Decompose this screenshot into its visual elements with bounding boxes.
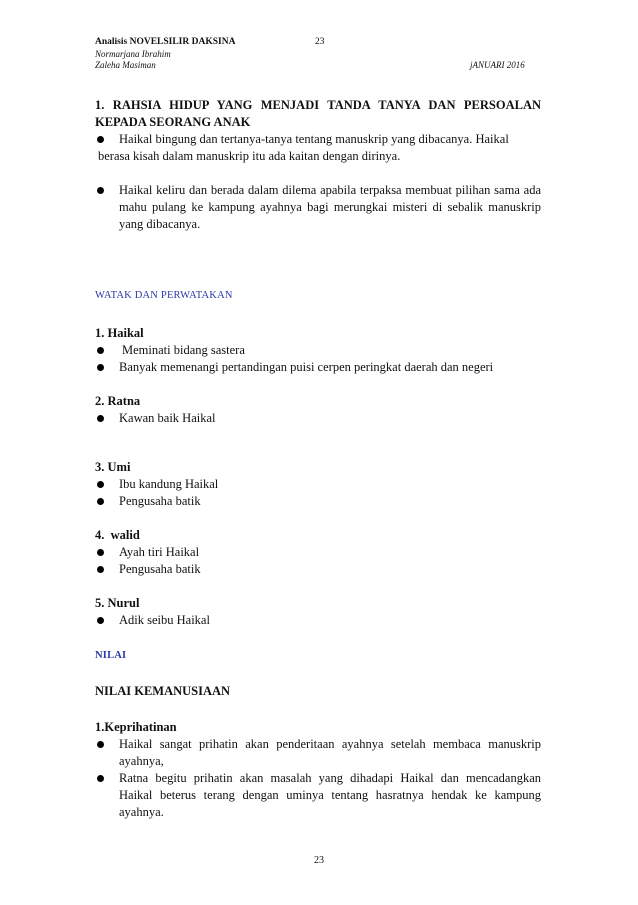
section-1-heading: 1. RAHSIA HIDUP YANG MENJADI TANDA TANYA DAN PERSOALAN KEPADA SEORANG ANAK [95,98,541,129]
bullet-icon [97,566,104,573]
bullet-text: Haikal keliru dan berada dalam dilema apabila terpaksa membuat pilihan sama ada mahu pulang ke kampung ayahnya bagi merungkai misteri di sebalik manuskrip yang dibacanya. [119,183,541,231]
list-item [95,410,541,427]
character-block [95,595,541,629]
list-item [95,359,541,376]
bullet-icon [97,775,104,782]
list-item [95,131,541,148]
bullet-continuation: berasa kisah dalam manuskrip itu ada kaitan dengan dirinya. [98,149,401,163]
footer-page-number: 23 [314,855,324,866]
trait-list [95,476,541,510]
list-item [95,544,541,561]
bullet-icon [97,498,104,505]
list-item [95,476,541,493]
nilai-item-title: 1.Keprihatinan [95,720,177,734]
character-name: 3. Umi [95,460,131,474]
list-item [95,182,541,233]
character-name: 4. walid [95,528,140,542]
trait-text: Banyak memenangi pertandingan puisi cerpen peringkat daerah dan negeri [119,360,494,374]
bullet-text: Haikal bingung dan tertanya-tanya tentang manuskrip yang dibacanya. Haikal [119,132,509,146]
list-item [95,736,541,770]
list-item [95,612,541,629]
character-block [95,393,541,427]
header-date: jANUARI 2016 [470,60,525,70]
bullet-icon [97,415,104,422]
character-block [95,527,541,578]
trait-list [95,544,541,578]
character-name: 1. Haikal [95,326,144,340]
header-author-2: Zaleha Masiman [95,60,156,70]
header-page-number: 23 [315,37,325,47]
nilai-heading: NILAI [95,650,127,661]
bullet-icon [97,136,104,143]
document-body [95,97,541,821]
bullet-icon [97,617,104,624]
trait-text: Ayah tiri Haikal [119,545,200,559]
list-item [95,770,541,821]
list-item [95,342,541,359]
trait-text: Adik seibu Haikal [119,613,210,627]
list-item [95,493,541,510]
bullet-icon [97,741,104,748]
trait-list [95,612,541,629]
character-name: 5. Nurul [95,596,140,610]
trait-text: Ibu kandung Haikal [119,477,219,491]
trait-text: Pengusaha batik [119,494,201,508]
section-1-bullets [95,131,541,148]
character-name: 2. Ratna [95,394,141,408]
bullet-icon [97,549,104,556]
bullet-icon [97,481,104,488]
section-1-bullets-2 [95,182,541,233]
bullet-icon [97,187,104,194]
trait-list [95,410,541,427]
character-block [95,325,541,376]
bullet-icon [97,364,104,371]
header-title: Analisis NOVELSILIR DAKSINA [95,37,236,47]
nilai-subheading: NILAI KEMANUSIAAN [95,684,231,698]
bullet-text: Haikal sangat prihatin akan penderitaan ayahnya setelah membaca manuskrip ayahnya, [119,737,541,768]
trait-text: Meminati bidang sastera [122,343,245,357]
list-item [95,561,541,578]
watak-heading: WATAK DAN PERWATAKAN [95,290,233,301]
nilai-bullets [95,736,541,821]
trait-text: Kawan baik Haikal [119,411,216,425]
character-block [95,459,541,510]
header-author-1: Normarjana Ibrahim [95,49,171,59]
trait-text: Pengusaha batik [119,562,201,576]
trait-list [95,342,541,376]
bullet-icon [97,347,104,354]
bullet-text: Ratna begitu prihatin akan masalah yang dihadapi Haikal dan mencadangkan Haikal beterus terang dengan uminya tentang hasratnya hendak ke kampung ayahnya. [119,771,541,819]
